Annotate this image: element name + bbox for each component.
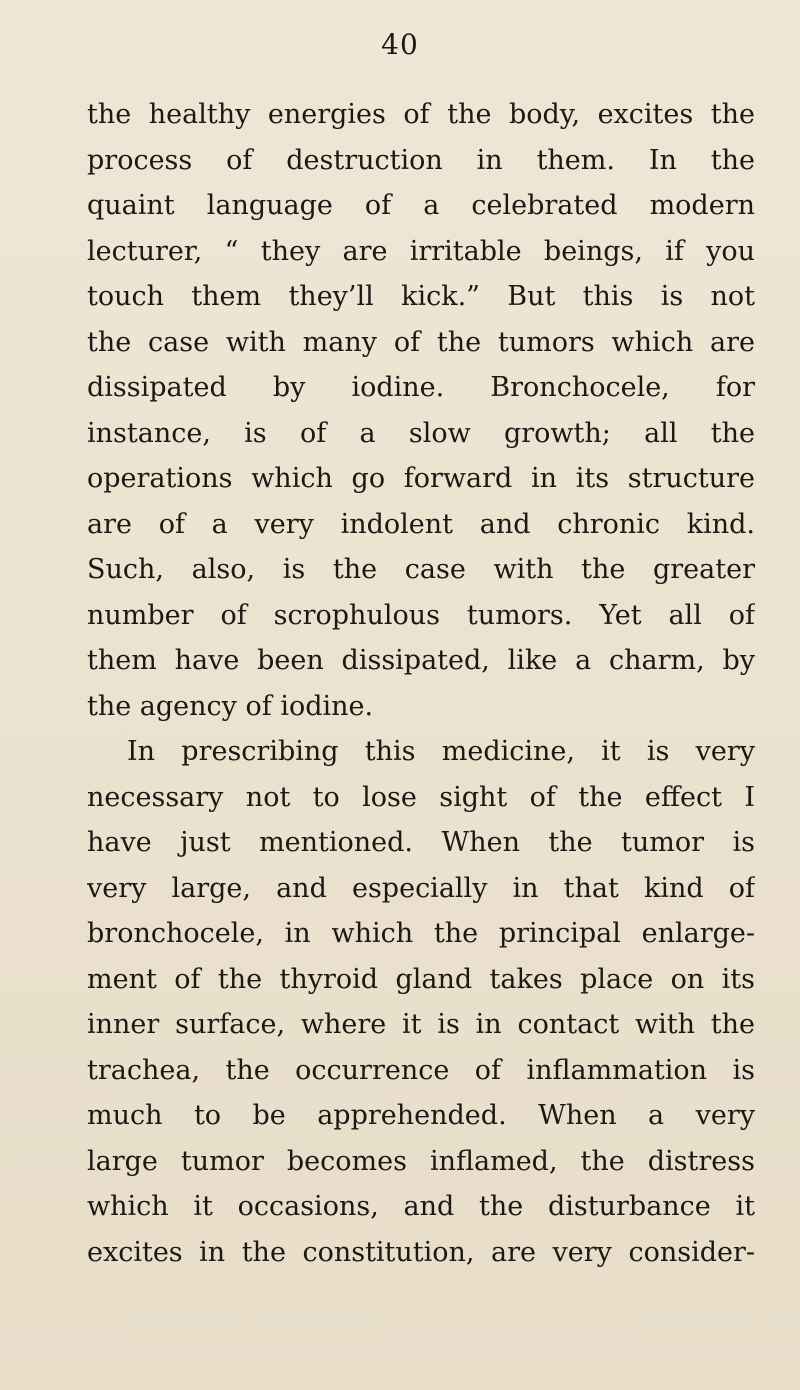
text-line: quaint language of a celebrated modern	[87, 190, 755, 221]
text-line: number of scrophulous tumors. Yet all of	[87, 599, 755, 631]
page-number: 40	[381, 28, 419, 61]
text-line: very large, and especially in that kind of	[87, 872, 755, 904]
text-line: the healthy energies of the body, excites the	[87, 99, 755, 130]
text-line: are of a very indolent and chronic kind.	[87, 508, 755, 540]
text-line: process of destruction in them. In the	[87, 144, 755, 176]
text-line: much to be apprehended. When a very	[87, 1100, 755, 1131]
body-text	[87, 92, 755, 1275]
text-line: inner surface, where it is in contact with the	[87, 1009, 755, 1040]
text-line: operations which go forward in its structure	[87, 463, 755, 494]
text-line: which it occasions, and the disturbance it	[87, 1191, 755, 1222]
text-line: Such, also, is the case with the greater	[87, 554, 755, 585]
text-line: trachea, the occurrence of inflammation is	[87, 1054, 755, 1086]
text-line: instance, is of a slow growth; all the	[87, 417, 755, 449]
text-line: bronchocele, in which the principal enlarge-	[87, 918, 755, 949]
text-line: have just mentioned. When the tumor is	[87, 827, 755, 858]
text-line: large tumor becomes inflamed, the distress	[87, 1145, 755, 1177]
text-line: excites in the constitution, are very consider-	[87, 1236, 755, 1268]
text-line: them have been dissipated, like a charm, by	[87, 645, 755, 676]
text-line: lecturer, “ they are irritable beings, if you	[87, 235, 755, 267]
text-line: touch them they’ll kick.” But this is not	[87, 281, 755, 312]
text-line: necessary not to lose sight of the effect I	[87, 781, 755, 813]
text-line: the agency of iodine.	[87, 690, 374, 722]
text-line: dissipated by iodine. Bronchocele, for	[87, 372, 755, 403]
text-line: the case with many of the tumors which are	[87, 326, 755, 358]
text-line: ment of the thyroid gland takes place on its	[87, 963, 755, 995]
text-line: In prescribing this medicine, it is very	[127, 736, 755, 767]
